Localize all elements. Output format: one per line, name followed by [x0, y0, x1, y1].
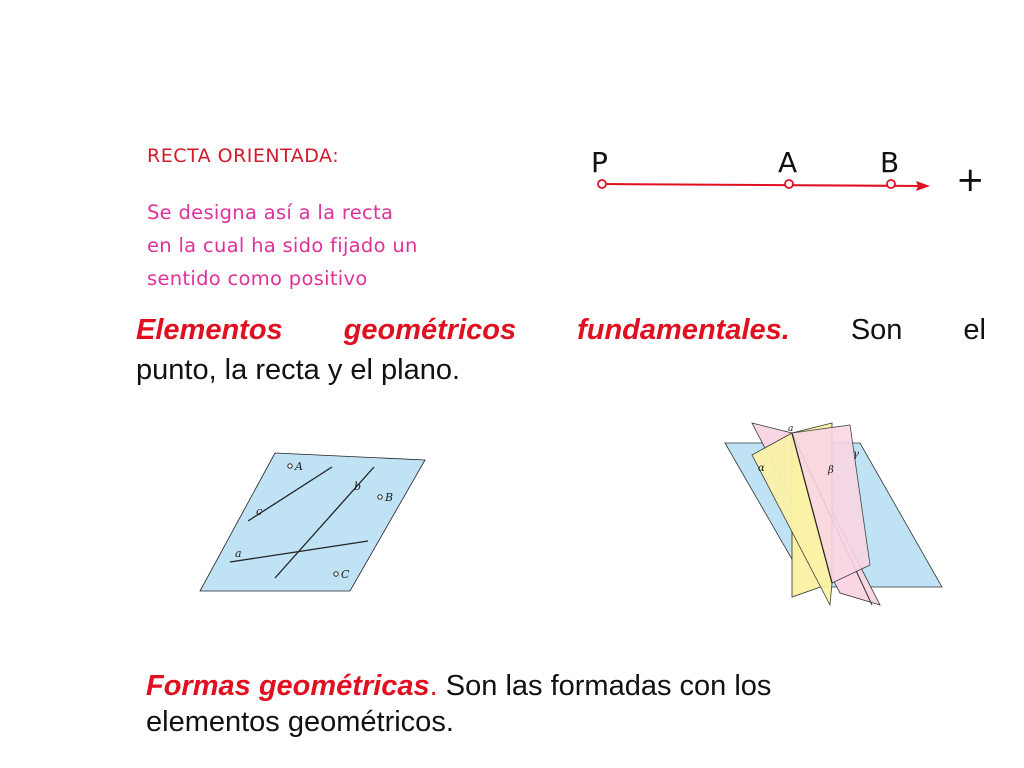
- label-beta: β: [828, 465, 834, 476]
- fundamental-elements-paragraph: [136, 310, 986, 390]
- point-p-marker: [598, 180, 606, 188]
- paragraph2-line1-rest: Son las formadas con los: [437, 670, 772, 702]
- paragraph1-line2: punto, la recta y el plano.: [136, 354, 461, 386]
- label-gamma: γ: [853, 449, 859, 460]
- paragraph1-line1-rest: Son el: [850, 314, 986, 346]
- label-line-b: b: [354, 480, 362, 493]
- geometric-forms-heading: Formas geométricas: [146, 670, 430, 702]
- point-a-marker: [785, 180, 793, 188]
- geometric-forms-paragraph: [146, 668, 906, 740]
- point-a-label: A: [778, 146, 798, 179]
- point-b-marker: [887, 180, 895, 188]
- label-alpha: α: [758, 463, 765, 474]
- arrowhead: [916, 181, 930, 191]
- point-a-dot: [288, 464, 292, 468]
- positive-direction-sign: +: [956, 160, 985, 200]
- point-b-dot: [378, 495, 382, 499]
- definition-line-3: sentido como positivo: [147, 267, 368, 290]
- recta-definition: [147, 196, 567, 295]
- plane-parallelogram: [200, 453, 425, 591]
- label-point-a: A: [295, 460, 303, 473]
- point-p-label: P: [591, 146, 608, 179]
- oriented-line-diagram: [580, 140, 960, 210]
- plane-figure: [170, 445, 460, 605]
- label-line-a: a: [235, 547, 242, 560]
- label-edge-a: a: [788, 424, 794, 434]
- paragraph2-line1: [146, 668, 906, 704]
- label-line-c: c: [256, 505, 263, 518]
- intersecting-planes-figure: [720, 415, 950, 610]
- paragraph2-line2: elementos geométricos.: [146, 706, 454, 738]
- heading-period: .: [429, 670, 438, 702]
- definition-line-1: Se designa así a la recta: [147, 201, 394, 224]
- definition-line-2: en la cual ha sido fijado un: [147, 234, 418, 257]
- label-point-c: C: [341, 568, 350, 581]
- recta-orientada-title: RECTA ORIENTADA:: [147, 145, 340, 167]
- point-c-dot: [334, 572, 338, 576]
- oriented-line: [600, 184, 920, 186]
- label-point-b: B: [385, 491, 394, 504]
- paragraph1-line1: [136, 310, 986, 350]
- point-b-label: B: [880, 146, 900, 179]
- fundamental-elements-heading: Elementos geométricos fundamentales.: [136, 314, 790, 346]
